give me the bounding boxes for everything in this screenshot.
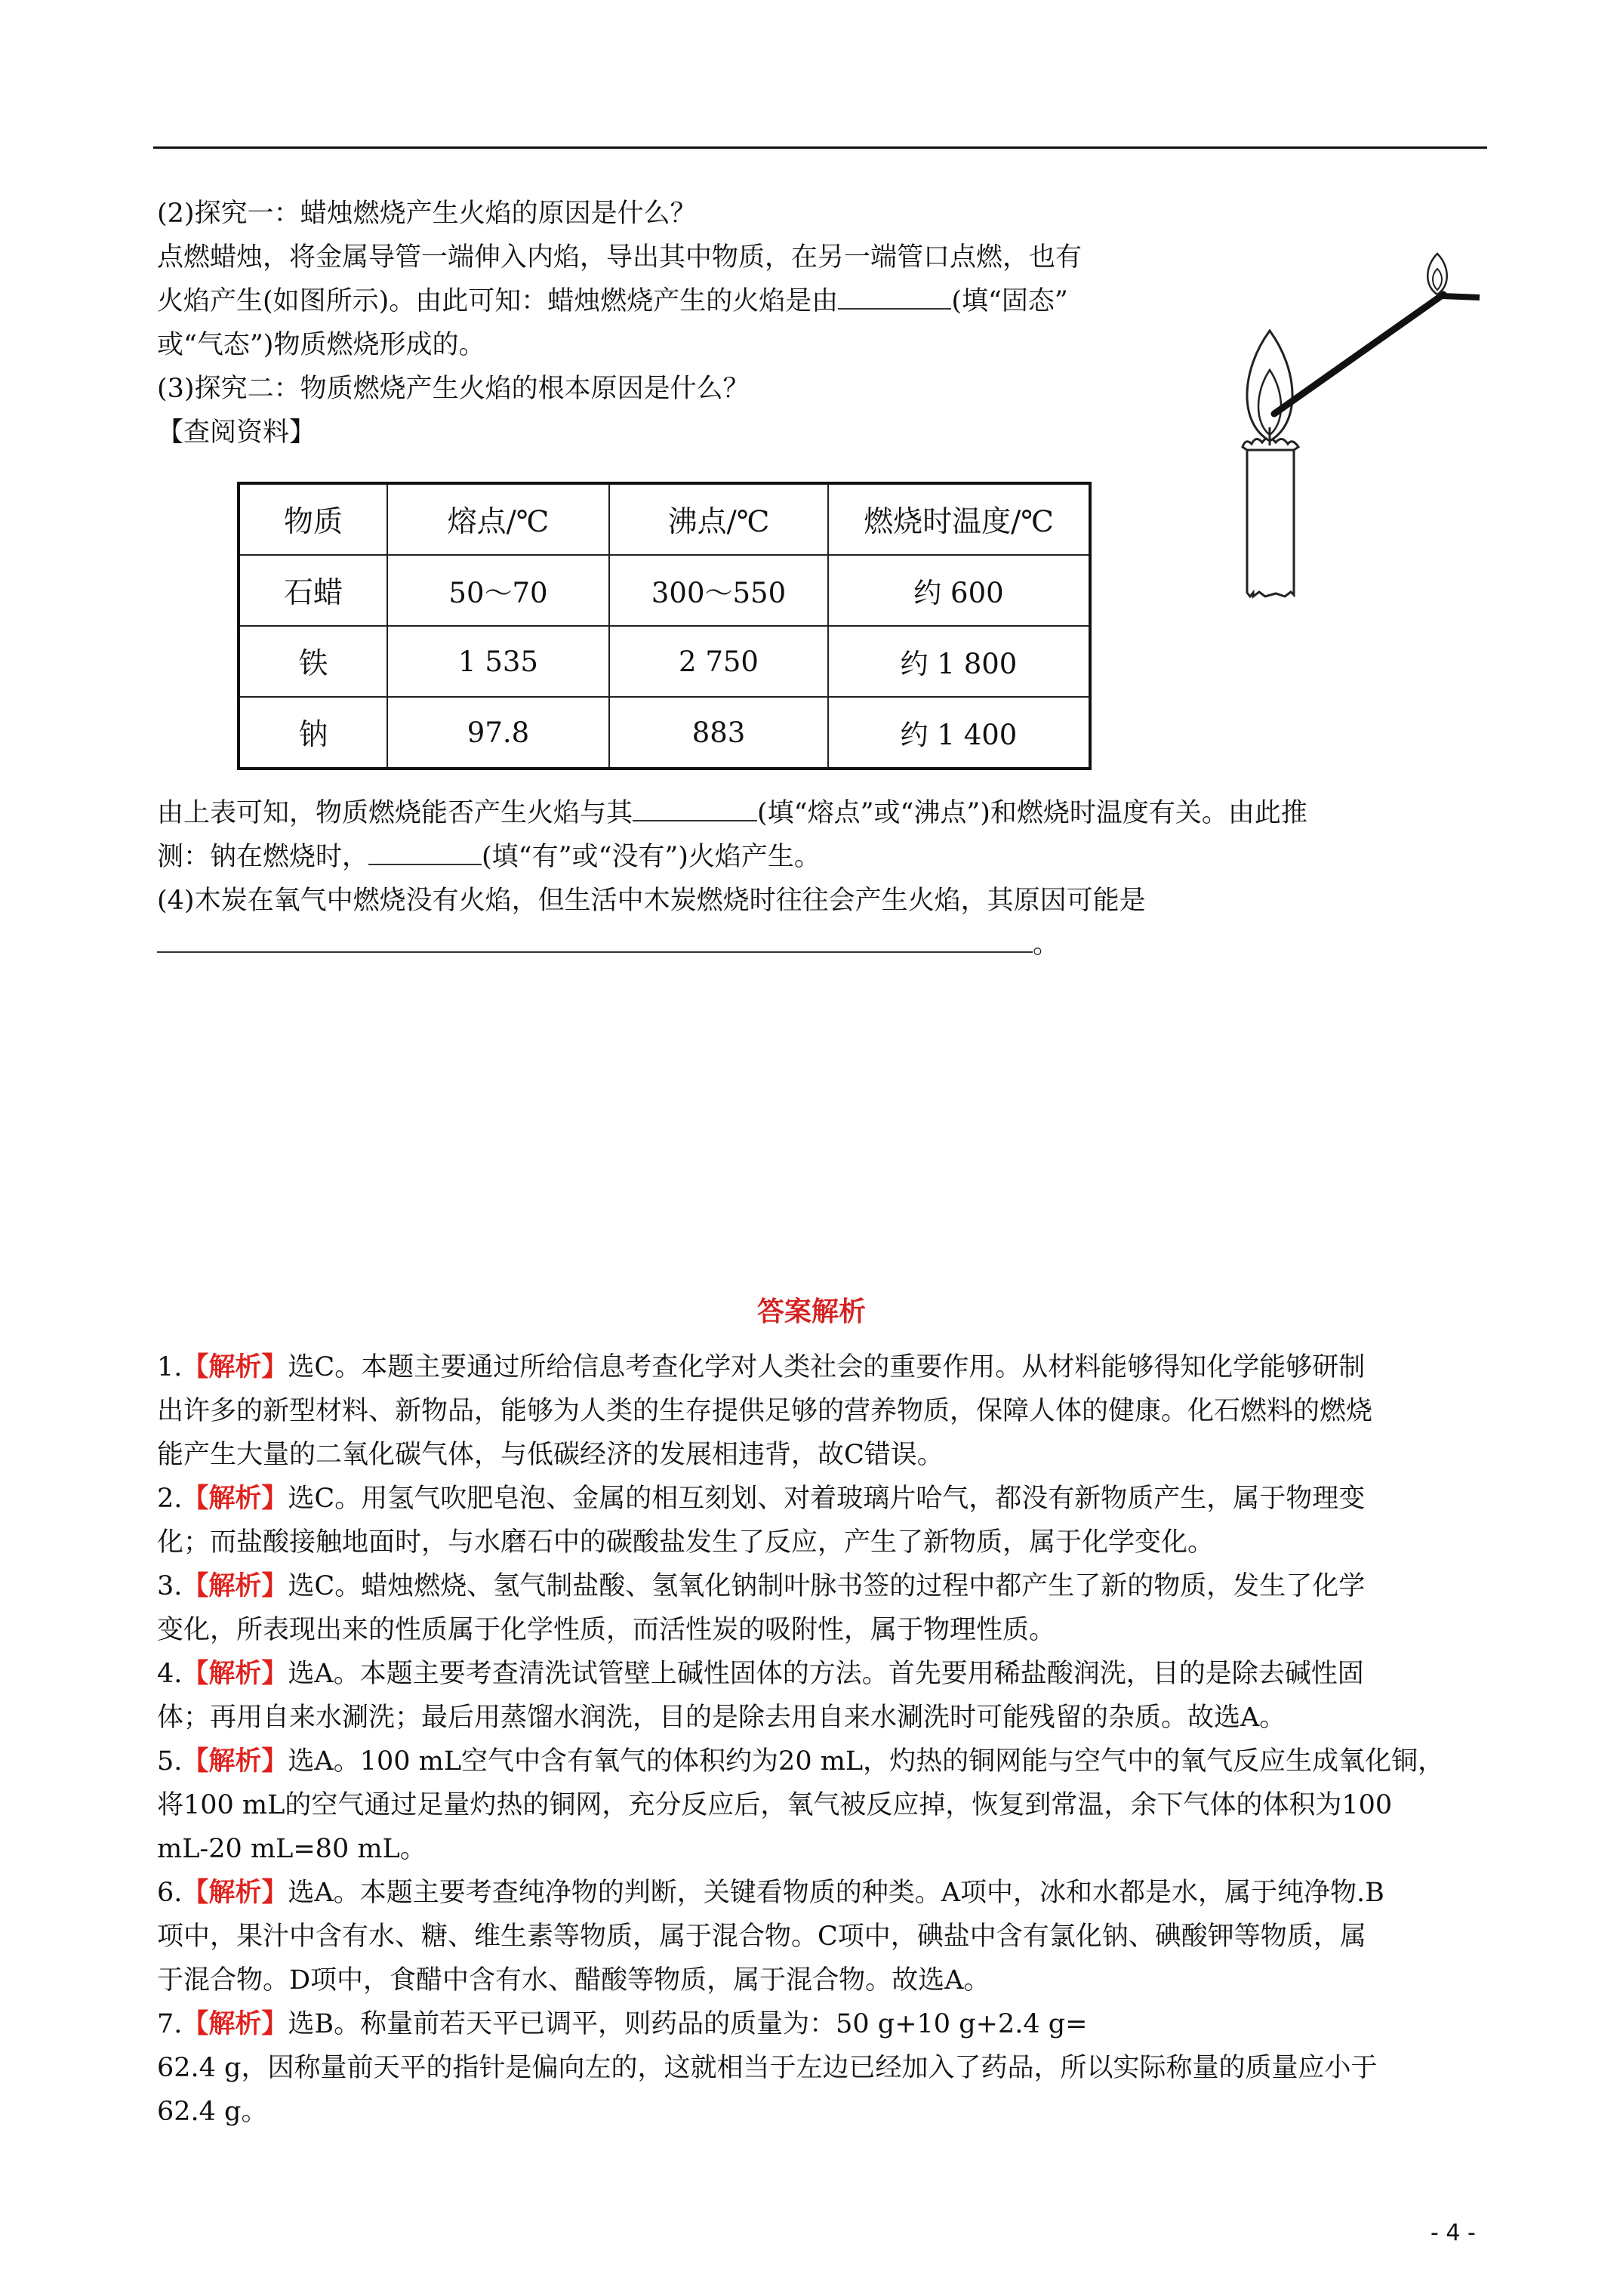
table-cell: 约 1 800	[828, 626, 1090, 697]
analysis-tag: 【解析】	[182, 1658, 288, 1689]
table-header: 燃烧时温度/℃	[828, 483, 1090, 555]
table-cell: 1 535	[387, 626, 609, 697]
answer-continuation: 变化，所表现出来的性质属于化学性质，而活性炭的吸附性，属于物理性质。	[157, 1615, 1056, 1645]
analysis-tag: 【解析】	[182, 2008, 288, 2039]
after-table-text-2: 测：钠在燃烧时，	[157, 842, 369, 872]
answer-continuation: 化；而盐酸接触地面时，与水磨石中的碳酸盐发生了反应，产生了新物质，属于化学变化。	[157, 1527, 1215, 1558]
answer-continuation: 将100 mL的空气通过足量灼热的铜网，充分反应后，氧气被反应掉，恢复到常温，余下气体的体积为100	[157, 1790, 1393, 1820]
analysis-tag: 【解析】	[182, 1483, 288, 1514]
table-cell: 约 600	[828, 555, 1090, 626]
answer-item	[157, 1740, 1444, 1783]
table-cell: 约 1 400	[828, 697, 1090, 769]
answer-item	[157, 1477, 1365, 1521]
table-cell: 铁	[239, 626, 387, 697]
q3-line-1: (3)探究二：物质燃烧产生火焰的根本原因是什么？	[157, 374, 750, 404]
answer-number: 5.	[157, 1746, 183, 1777]
table-cell: 883	[609, 697, 828, 769]
answer-number: 6.	[157, 1878, 183, 1908]
after-table-hint-1: (填“熔点”或“沸点”)和燃烧时温度有关。由此推	[757, 798, 1307, 828]
answer-blank-1[interactable]	[838, 279, 951, 310]
answer-continuation: 62.4 g，因称量前天平的指针是偏向左的，这就相当于左边已经加入了药品，所以实际称量的质量应小于	[157, 2053, 1378, 2083]
answer-item	[157, 2002, 1087, 2046]
q2-line-4: 或“气态”)物质燃烧形成的。	[157, 330, 485, 360]
answer-continuation: 体；再用自来水涮洗；最后用蒸馏水润洗，目的是除去用自来水涮洗时可能残留的杂质。故选A。	[157, 1703, 1286, 1733]
answer-item	[157, 1652, 1364, 1696]
q2-line-2: 点燃蜡烛，将金属导管一端伸入内焰，导出其中物质，在另一端管口点燃，也有	[157, 242, 1083, 273]
after-table-text-1: 由上表可知，物质燃烧能否产生火焰与其	[157, 798, 633, 828]
table-row	[239, 626, 1090, 697]
candle-tube-figure	[1215, 249, 1487, 612]
answer-item	[157, 1345, 1365, 1389]
analysis-tag: 【解析】	[182, 1877, 288, 1908]
answer-continuation: 项中，果汁中含有水、糖、维生素等物质，属于混合物。C项中，碘盐中含有氯化钠、碘酸钾等物质，属	[157, 1922, 1366, 1952]
properties-table	[237, 482, 1092, 770]
table-cell: 50～70	[387, 555, 609, 626]
answer-text: 选A。本题主要考查清洗试管壁上碱性固体的方法。首先要用稀盐酸润洗，目的是除去碱性固	[288, 1659, 1364, 1689]
table-header: 沸点/℃	[609, 483, 828, 555]
table-cell: 300～550	[609, 555, 828, 626]
q4-line-2	[157, 923, 1059, 966]
answer-blank-2[interactable]	[633, 791, 757, 821]
after-table-line-1	[157, 791, 1307, 835]
answer-text: 选C。本题主要通过所给信息考查化学对人类社会的重要作用。从材料能够得知化学能够研制	[288, 1352, 1366, 1382]
page-number: - 4 -	[1431, 2220, 1476, 2246]
answer-text: 选C。用氢气吹肥皂泡、金属的相互刻划、对着玻璃片哈气，都没有新物质产生，属于物理变	[288, 1484, 1366, 1514]
q4-line-1: (4)木炭在氧气中燃烧没有火焰，但生活中木炭燃烧时往往会产生火焰，其原因可能是	[157, 886, 1146, 916]
q2-line-3	[157, 279, 1068, 323]
answer-blank-4[interactable]	[157, 923, 1033, 953]
table-row	[239, 555, 1090, 626]
answer-text: 选A。100 mL空气中含有氧气的体积约为20 mL，灼热的铜网能与空气中的氧气反应生成氧化铜，	[288, 1746, 1445, 1777]
answer-blank-3[interactable]	[368, 835, 482, 865]
answer-number: 7.	[157, 2009, 183, 2039]
answer-continuation: 出许多的新型材料、新物品，能够为人类的生存提供足够的营养物质，保障人体的健康。化石燃料的燃烧	[157, 1396, 1373, 1426]
answer-number: 4.	[157, 1659, 183, 1689]
answer-number: 1.	[157, 1352, 183, 1382]
q3-heading: 【查阅资料】	[157, 418, 316, 448]
after-table-line-2	[157, 835, 821, 879]
q2-line-3-text: 火焰产生(如图所示)。由此可知：蜡烛燃烧产生的火焰是由	[157, 286, 839, 316]
analysis-tag: 【解析】	[182, 1351, 288, 1382]
answer-number: 3.	[157, 1571, 183, 1601]
q2-line-1: (2)探究一：蜡烛燃烧产生火焰的原因是什么？	[157, 199, 697, 229]
table-cell: 石蜡	[239, 555, 387, 626]
answer-continuation: 62.4 g。	[157, 2097, 268, 2127]
header-rule	[153, 146, 1487, 149]
table-header: 熔点/℃	[387, 483, 609, 555]
answer-number: 2.	[157, 1484, 183, 1514]
answer-item	[157, 1871, 1384, 1915]
answer-continuation: mL-20 mL=80 mL。	[157, 1834, 427, 1864]
answer-text: 选A。本题主要考查纯净物的判断，关键看物质的种类。A项中，冰和水都是水，属于纯净物.B	[288, 1878, 1384, 1908]
answer-continuation: 能产生大量的二氧化碳气体，与低碳经济的发展相违背，故C错误。	[157, 1440, 944, 1470]
analysis-tag: 【解析】	[182, 1570, 288, 1601]
q4-end: 。	[1033, 929, 1060, 960]
answer-text: 选C。蜡烛燃烧、氢气制盐酸、氢氧化钠制叶脉书签的过程中都产生了新的物质，发生了化学	[288, 1571, 1366, 1601]
analysis-tag: 【解析】	[182, 1746, 288, 1777]
table-header-row	[239, 483, 1090, 555]
table-cell: 钠	[239, 697, 387, 769]
table-cell: 97.8	[387, 697, 609, 769]
answer-continuation: 于混合物。D项中，食醋中含有水、醋酸等物质，属于混合物。故选A。	[157, 1965, 990, 1996]
table-cell: 2 750	[609, 626, 828, 697]
table-row	[239, 697, 1090, 769]
table-header: 物质	[239, 483, 387, 555]
answer-item	[157, 1564, 1365, 1608]
after-table-hint-2: (填“有”或“没有”)火焰产生。	[482, 842, 821, 872]
answer-text: 选B。称量前若天平已调平，则药品的质量为：50 g+10 g+2.4 g=	[288, 2009, 1088, 2039]
answers-title: 答案解析	[756, 1296, 866, 1327]
q2-line-3-hint: (填“固态”	[951, 286, 1068, 316]
